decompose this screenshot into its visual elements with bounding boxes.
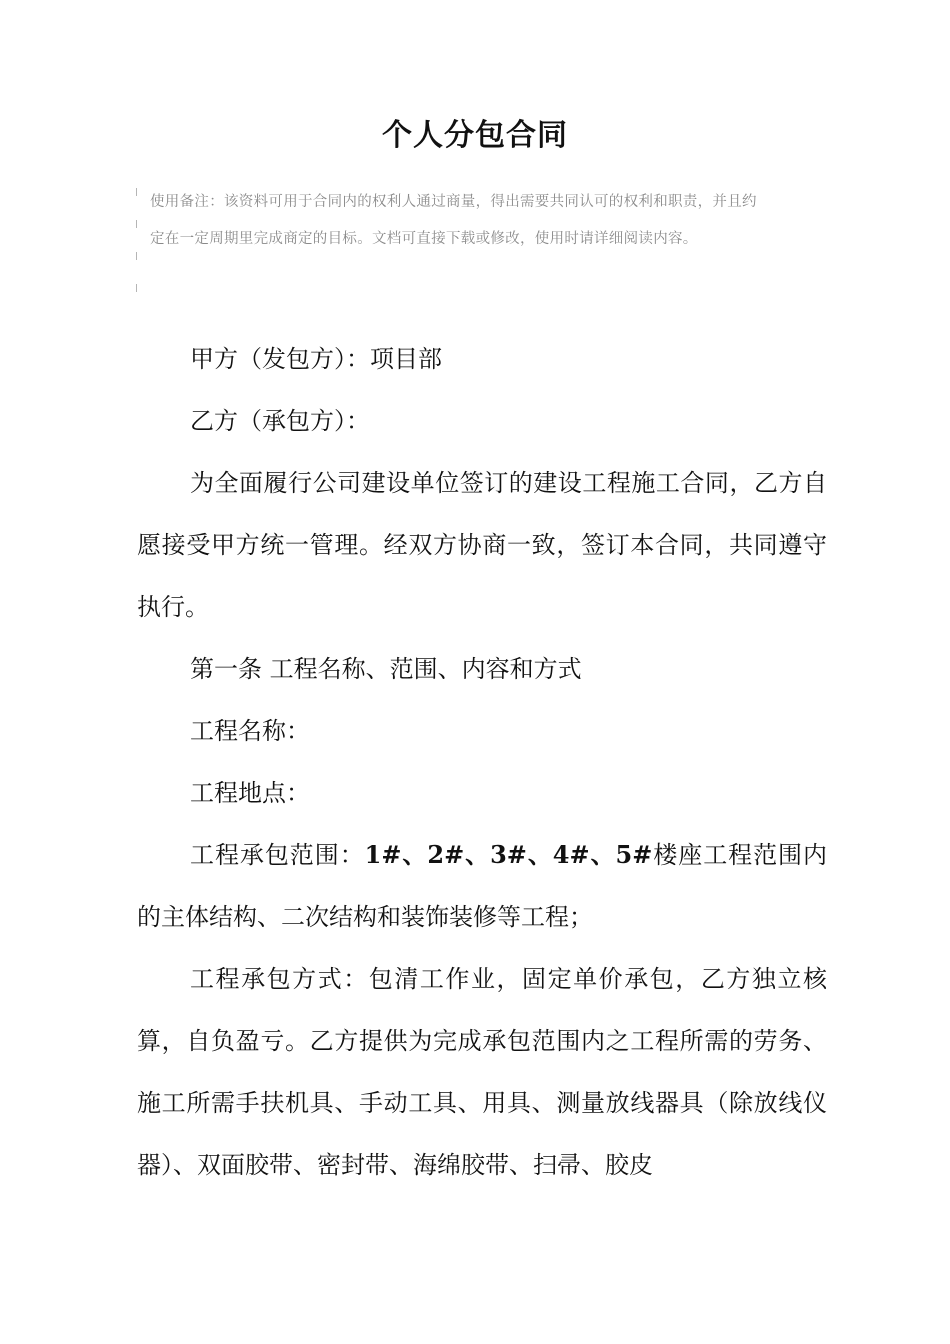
usage-note-text: 使用备注：该资料可用于合同内的权利人通过商量，得出需要共同认可的权利和职责，并且约定在一定周期里完成商定的目标。文档可直接下载或修改，使用时请详细阅读内容。 — [150, 194, 757, 247]
party-b-line: 乙方（承包方）： — [190, 407, 370, 435]
scope-buildings: 1#、2#、3#、4#、5# — [364, 840, 653, 869]
project-location-line: 工程地点： — [190, 779, 310, 807]
note-margin-mark — [136, 252, 137, 260]
note-margin-mark — [136, 220, 137, 228]
document-title: 个人分包合同 — [382, 118, 568, 153]
article-1-heading: 第一条 工程名称、范围、内容和方式 — [190, 655, 582, 683]
note-margin-mark — [136, 284, 137, 292]
project-name-line: 工程名称： — [190, 717, 310, 745]
note-margin-marks — [136, 184, 140, 294]
scope-paragraph — [137, 824, 827, 948]
scope-label: 工程承包范围： — [190, 841, 365, 869]
method-paragraph: 工程承包方式：包清工作业，固定单价承包，乙方独立核算，自负盈亏。乙方提供为完成承包范围内之工程所需的劳务、施工所需手扶机具、手动工具、用具、测量放线器具（除放线仪器）、双面胶带、密封带、海绵胶带、扫帚、胶皮 — [137, 965, 827, 1179]
usage-note — [136, 178, 776, 294]
contract-body — [137, 328, 827, 1196]
scope-text: 楼座工程范围内的主体结构、二次结构和装饰装修等工程； — [137, 841, 828, 931]
note-margin-mark — [136, 188, 137, 196]
party-a-line: 甲方（发包方）：项目部 — [190, 345, 442, 373]
preamble-paragraph: 为全面履行公司建设单位签订的建设工程施工合同，乙方自愿接受甲方统一管理。经双方协商一致，签订本合同，共同遵守执行。 — [137, 469, 827, 621]
